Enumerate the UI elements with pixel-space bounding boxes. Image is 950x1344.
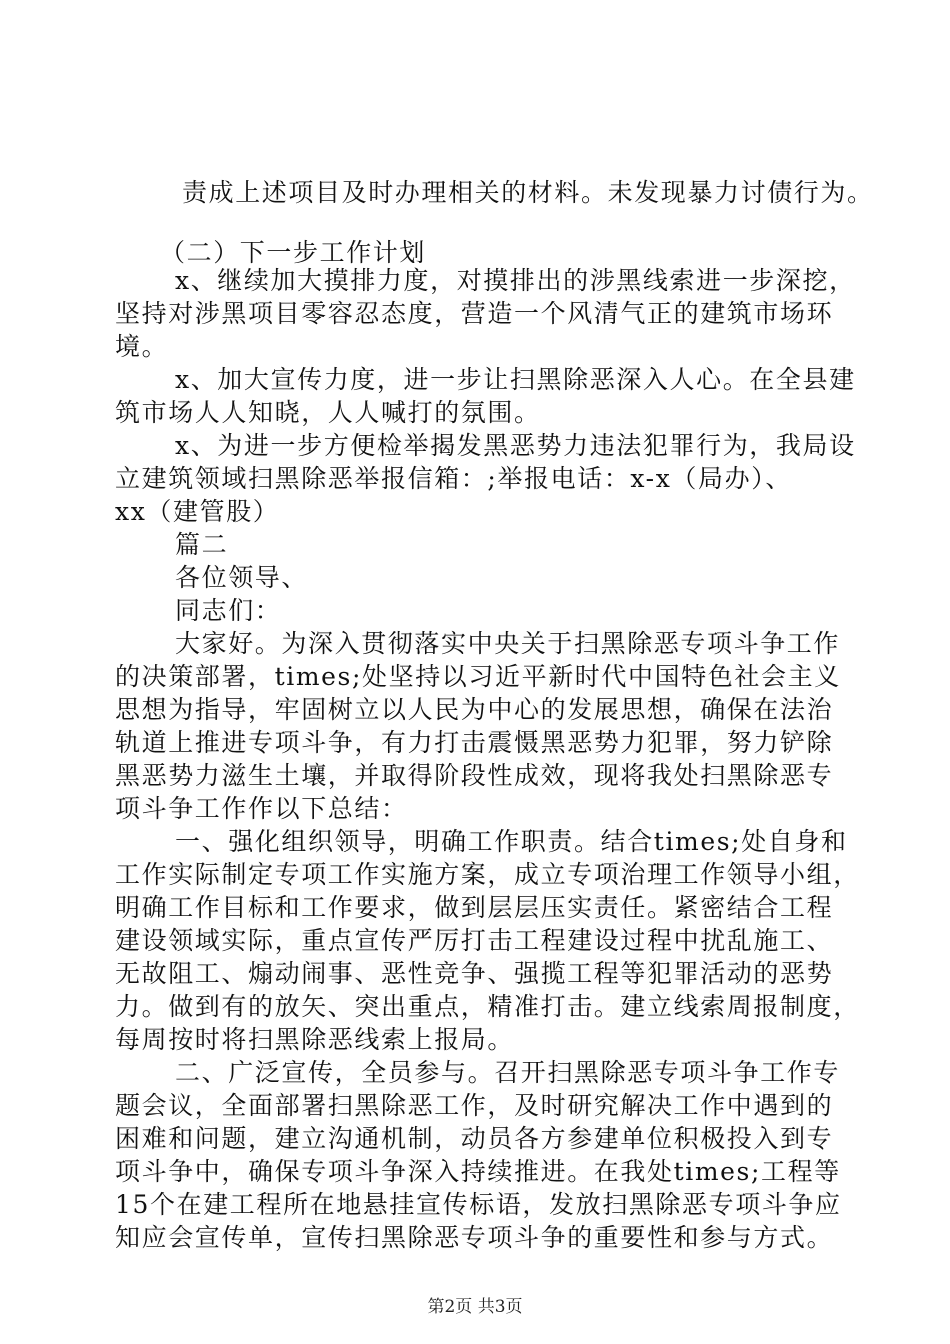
paragraph-line: 工作实际制定专项工作实施方案，成立专项治理工作领导小组，	[115, 860, 860, 889]
paragraph-line: x、继续加大摸排力度，对摸排出的涉黑线索进一步深挖，	[175, 266, 856, 295]
paragraph-line: 一、强化组织领导，明确工作职责。结合times;处自身和	[175, 827, 848, 856]
paragraph-line: 无故阻工、煽动闹事、恶性竞争、强揽工程等犯罪活动的恶势	[115, 959, 834, 988]
paragraph-line: 坚持对涉黑项目零容忍态度，营造一个风清气正的建筑市场环	[115, 299, 834, 328]
paragraph-line: x、为进一步方便检举揭发黑恶势力违法犯罪行为，我局设	[175, 431, 856, 460]
page-number-footer: 第2页 共3页	[427, 1297, 523, 1317]
paragraph-line: 每周按时将扫黑除恶线索上报局。	[115, 1025, 515, 1054]
paragraph-line: 责成上述项目及时办理相关的材料。未发现暴力讨债行为。	[182, 178, 874, 207]
paragraph-line: x、加大宣传力度，进一步让扫黑除恶深入人心。在全县建	[175, 365, 856, 394]
paragraph-line: 建设领域实际，重点宣传严厉打击工程建设过程中扰乱施工、	[115, 926, 834, 955]
paragraph-line: 困难和问题，建立沟通机制，动员各方参建单位积极投入到专	[115, 1124, 834, 1153]
section-heading: 篇二	[175, 530, 229, 559]
paragraph-line: 项斗争工作作以下总结：	[115, 794, 408, 823]
salutation-line: 同志们：	[175, 596, 282, 625]
section-heading: （二）下一步工作计划	[160, 238, 427, 267]
salutation-line: 各位领导、	[175, 563, 309, 592]
paragraph-line: 项斗争中，确保专项斗争深入持续推进。在我处times;工程等	[115, 1157, 841, 1186]
paragraph-line: 力。做到有的放矢、突出重点，精准打击。建立线索周报制度，	[115, 992, 860, 1021]
paragraph-line: 的决策部署，times;处坚持以习近平新时代中国特色社会主义	[115, 662, 841, 691]
paragraph-line: 筑市场人人知晓，人人喊打的氛围。	[115, 398, 541, 427]
paragraph-line: 大家好。为深入贯彻落实中央关于扫黑除恶专项斗争工作	[175, 629, 841, 658]
paragraph-line: 明确工作目标和工作要求，做到层层压实责任。紧密结合工程	[115, 893, 834, 922]
paragraph-line: 二、广泛宣传，全员参与。召开扫黑除恶专项斗争工作专	[175, 1058, 841, 1087]
paragraph-line: xx（建管股）	[115, 497, 280, 526]
paragraph-line: 思想为指导，牢固树立以人民为中心的发展思想，确保在法治	[115, 695, 834, 724]
paragraph-line: 黑恶势力滋生土壤，并取得阶段性成效，现将我处扫黑除恶专	[115, 761, 834, 790]
paragraph-line: 立建筑领域扫黑除恶举报信箱：;举报电话：x-x（局办）、	[115, 464, 792, 493]
paragraph-line: 轨道上推进专项斗争，有力打击震慑黑恶势力犯罪，努力铲除	[115, 728, 834, 757]
paragraph-line: 知应会宣传单，宣传扫黑除恶专项斗争的重要性和参与方式。	[115, 1223, 834, 1252]
paragraph-line: 15个在建工程所在地悬挂宣传标语，发放扫黑除恶专项斗争应	[115, 1190, 842, 1219]
paragraph-line: 境。	[115, 332, 169, 361]
paragraph-line: 题会议，全面部署扫黑除恶工作，及时研究解决工作中遇到的	[115, 1091, 834, 1120]
